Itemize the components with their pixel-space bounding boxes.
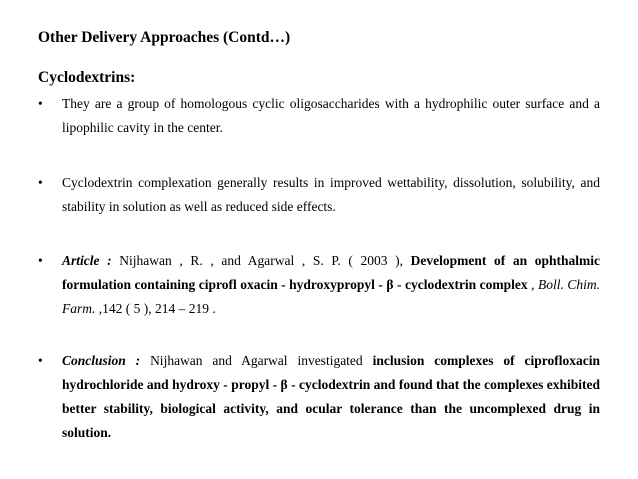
bullet-item-conclusion (38, 349, 600, 445)
conclusion-finding: inclusion complexes of ciprofloxacin hydrochloride and hydroxy - propyl - β - cyclodextrin and found that the complexes exhibited better stability, biological activity, and ocular tolerance than the uncomplexed drug in solution. (62, 353, 600, 440)
conclusion-label: Conclusion : (62, 353, 141, 368)
article-reference (62, 249, 600, 321)
conclusion-intro: Nijhawan and Agarwal investigated (140, 353, 373, 368)
article-separator: , (527, 277, 539, 292)
article-label: Article : (62, 253, 112, 268)
bullet-item (38, 92, 600, 140)
article-title: Development of an ophthalmic formulation containing ciprofl oxacin - hydroxypropyl - β - cyclodextrin complex (62, 253, 600, 292)
bullet-symbol: • (38, 353, 43, 368)
slide-title: Other Delivery Approaches (Contd…) (38, 29, 291, 46)
bullet-item (38, 171, 600, 219)
article-journal: Boll. Chim. Farm. , (62, 277, 600, 316)
bullet-symbol: • (38, 175, 43, 190)
bullet-symbol: • (38, 96, 43, 111)
conclusion-text (62, 349, 600, 445)
section-heading: Cyclodextrins: (38, 69, 136, 86)
bullet-text: They are a group of homologous cyclic oligosaccharides with a hydrophilic outer surface and a lipophilic cavity in the center. (62, 96, 600, 135)
article-citation: 142 ( 5 ), 214 – 219 . (102, 301, 216, 316)
bullet-symbol: • (38, 253, 43, 268)
bullet-item-article (38, 249, 600, 321)
article-authors: Nijhawan , R. , and Agarwal , S. P. ( 2003 ), (111, 253, 411, 268)
bullet-text: Cyclodextrin complexation generally results in improved wettability, dissolution, solubility, and stability in solution as well as reduced side effects. (62, 175, 600, 214)
